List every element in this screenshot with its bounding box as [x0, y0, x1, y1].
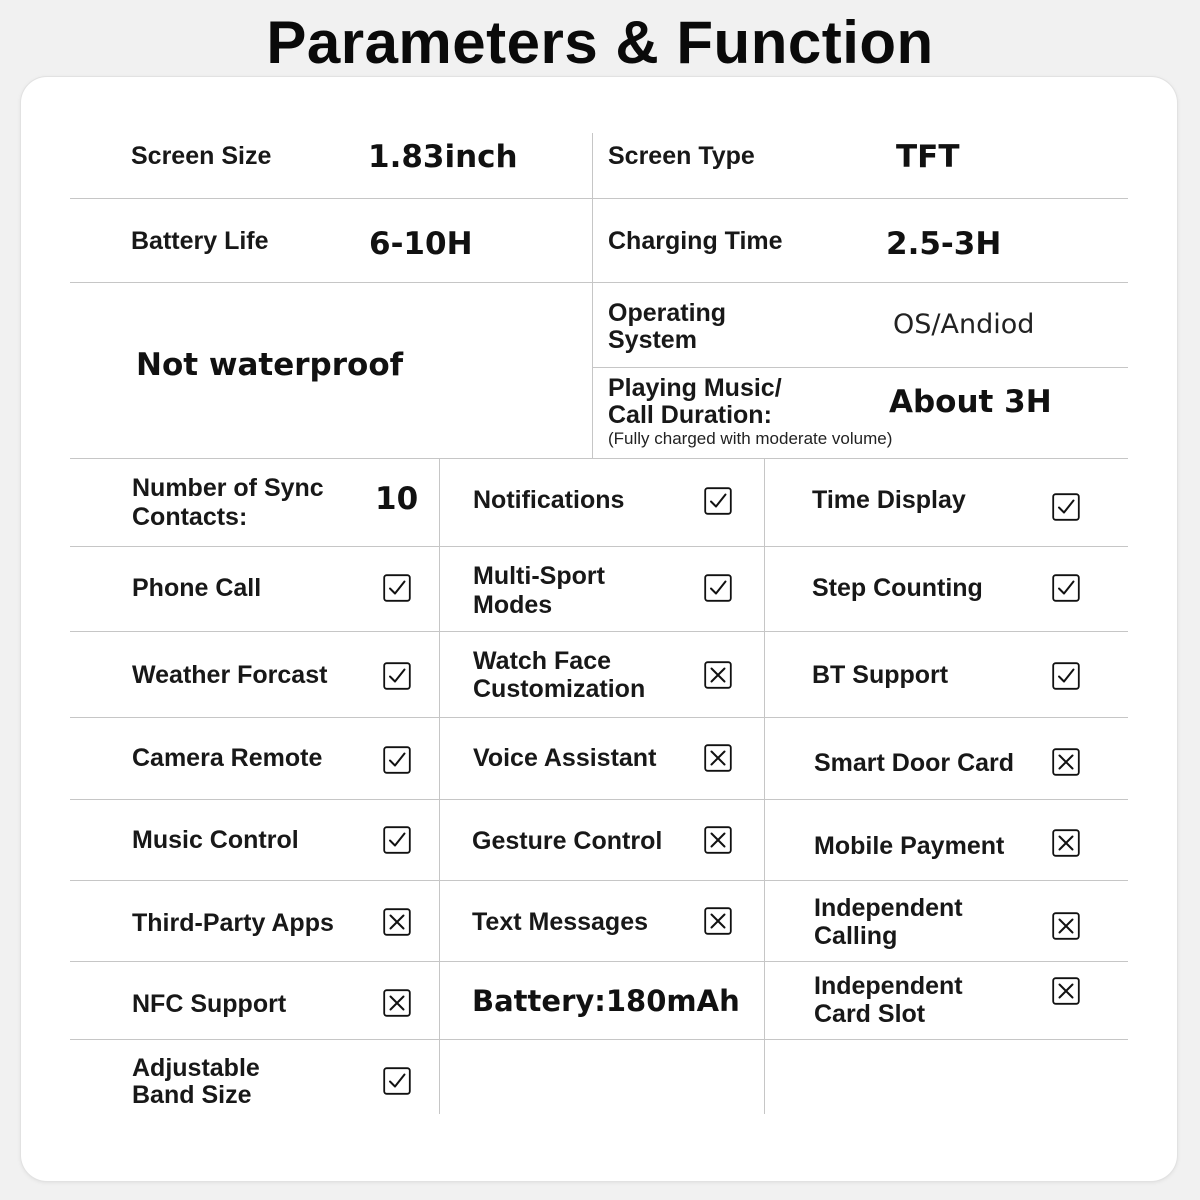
time-display-label: Time Display	[812, 486, 966, 514]
mobile-payment-label: Mobile Payment	[814, 832, 1005, 860]
checkbox-checked-icon	[704, 487, 732, 515]
checkbox-checked-icon	[383, 826, 411, 854]
charging-time-label: Charging Time	[608, 227, 783, 255]
divider	[70, 458, 1128, 459]
voice-assistant-label: Voice Assistant	[473, 744, 657, 772]
divider	[764, 458, 765, 1114]
sync-contacts-label: Contacts:	[132, 503, 248, 531]
divider	[70, 880, 1128, 881]
independent-card-slot-label: Independent	[814, 972, 963, 1000]
independent-card-slot-label: Card Slot	[814, 1000, 926, 1028]
adjustable-band-label: Adjustable	[132, 1054, 260, 1082]
page-title: Parameters & Function	[266, 9, 934, 76]
checkbox-crossed-icon	[1052, 829, 1080, 857]
divider	[593, 367, 1128, 368]
step-counting-label: Step Counting	[812, 574, 983, 602]
music-call-value: About 3H	[889, 384, 1052, 420]
charging-time-value: 2.5-3H	[886, 226, 1002, 262]
divider	[70, 717, 1128, 718]
divider	[70, 961, 1128, 962]
waterproof-value: Not waterproof	[136, 347, 404, 383]
multi-sport-label: Multi-Sport	[473, 562, 605, 590]
music-call-note: (Fully charged with moderate volume)	[608, 429, 893, 448]
checkbox-checked-icon	[1052, 574, 1080, 602]
text-messages-label: Text Messages	[472, 908, 649, 936]
checkbox-crossed-icon	[704, 661, 732, 689]
checkbox-crossed-icon	[383, 908, 411, 936]
sync-contacts-label: Number of Sync	[132, 474, 324, 502]
watch-face-label: Customization	[473, 675, 646, 703]
checkbox-crossed-icon	[383, 989, 411, 1017]
checkbox-checked-icon	[704, 574, 732, 602]
checkbox-crossed-icon	[1052, 977, 1080, 1005]
adjustable-band-label: Band Size	[132, 1081, 252, 1109]
phone-call-label: Phone Call	[132, 574, 262, 602]
divider	[70, 546, 1128, 547]
divider	[592, 133, 593, 458]
checkbox-crossed-icon	[1052, 748, 1080, 776]
divider	[70, 198, 1128, 199]
camera-remote-label: Camera Remote	[132, 744, 323, 772]
music-call-label: Playing Music/	[608, 374, 782, 402]
bt-support-label: BT Support	[812, 661, 949, 689]
multi-sport-label: Modes	[473, 591, 553, 619]
smart-door-card-label: Smart Door Card	[814, 749, 1015, 777]
checkbox-crossed-icon	[704, 826, 732, 854]
checkbox-checked-icon	[383, 574, 411, 602]
checkbox-crossed-icon	[704, 907, 732, 935]
independent-calling-label: Calling	[814, 922, 898, 950]
music-control-label: Music Control	[132, 826, 299, 854]
notifications-label: Notifications	[473, 486, 625, 514]
checkbox-checked-icon	[383, 1067, 411, 1095]
battery-value: Battery:180mAh	[472, 984, 740, 1018]
operating-system-label: Operating	[608, 299, 727, 327]
battery-life-value: 6-10H	[369, 226, 473, 262]
watch-face-label: Watch Face	[473, 647, 612, 675]
operating-system-label: System	[608, 326, 697, 354]
checkbox-crossed-icon	[704, 744, 732, 772]
screen-type-value: TFT	[896, 139, 960, 175]
screen-size-label: Screen Size	[131, 142, 272, 170]
checkbox-checked-icon	[383, 662, 411, 690]
divider	[70, 282, 1128, 283]
gesture-control-label: Gesture Control	[472, 827, 663, 855]
operating-system-value: OS/Andiod	[893, 309, 1035, 340]
checkbox-checked-icon	[1052, 493, 1080, 521]
music-call-label: Call Duration:	[608, 401, 772, 429]
sync-contacts-value: 10	[375, 481, 419, 517]
nfc-support-label: NFC Support	[132, 990, 287, 1018]
third-party-apps-label: Third-Party Apps	[132, 909, 334, 937]
weather-label: Weather Forcast	[132, 661, 328, 689]
divider	[70, 631, 1128, 632]
divider	[70, 799, 1128, 800]
screen-size-value: 1.83inch	[368, 139, 518, 175]
battery-life-label: Battery Life	[131, 227, 269, 255]
divider	[439, 458, 440, 1114]
checkbox-crossed-icon	[1052, 912, 1080, 940]
checkbox-checked-icon	[1052, 662, 1080, 690]
checkbox-checked-icon	[383, 746, 411, 774]
screen-type-label: Screen Type	[608, 142, 755, 170]
divider	[70, 1039, 1128, 1040]
independent-calling-label: Independent	[814, 894, 963, 922]
